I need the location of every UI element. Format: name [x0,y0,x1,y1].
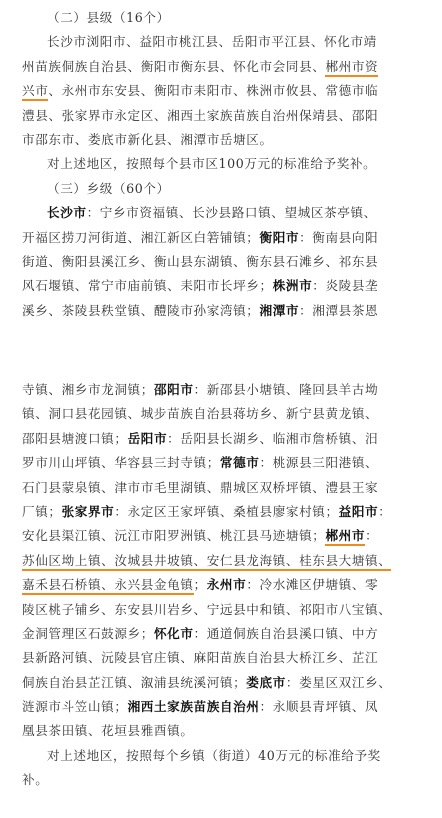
city-name: 湘西土家族苗族自治州 [127,699,260,715]
text-run: ：炎陵县垄 [312,278,379,294]
text-line [22,226,420,250]
city-name: 怀化市 [153,625,194,641]
text-line [22,378,420,402]
highlighted-text: 兴市 [22,83,48,101]
text-run: ：宁乡市资福镇、长沙县路口镇、望城区茶亭镇、 [86,205,377,221]
text-run: ：冷水滩区伊塘镇、零 [246,577,379,593]
text-run: ； [193,577,207,593]
text-line [22,671,420,695]
text-line [22,274,420,298]
text-run: ：永定区王家坪镇、桑植县廖家村镇； [114,503,339,519]
text-line: 对上述地区，按照每个乡镇（街道）40万元的标准给予奖 [47,747,381,763]
text-run: ：永顺县青坪镇、凤 [259,699,379,715]
city-name: 张家界市 [61,503,115,519]
text-run: ：湘潭县茶恩 [299,302,379,318]
text-line: 长沙市浏阳市、益阳市桃江县、岳阳市平江县、怀化市靖 [47,34,377,50]
text-run: 侗族自治县芷江镇、溆浦县统溪河镇； [22,674,247,690]
text-line: 县新路河镇、沅陵县官庄镇、麻阳苗族自治县大桥江乡、芷江 [22,650,379,666]
text-run: ：桃源县三阳港镇、 [259,455,379,471]
city-name-highlighted: 郴州市 [325,528,365,546]
text-run: 厂镇； [22,503,62,519]
city-name: 邵阳市 [153,382,194,397]
text-run: 风石堰镇、常宁市庙前镇、耒阳市长坪乡； [22,278,273,294]
text-line [22,451,420,475]
text-line: 陵区桃子铺乡、东安县川岩乡、宁远县中和镇、祁阳市八宝镇、 [22,601,392,617]
text-run: ：新邵县小塘镇、隆回县羊古坳 [193,382,379,397]
text-line [22,695,420,719]
text-line: 镇、洞口县花园镇、城步苗族自治县蒋坊乡、新宁县黄龙镇、 [22,406,379,422]
text-run: 州苗族侗族自治县、衡阳市衡东县、怀化市会同县、 [22,58,326,74]
text-run: ： [365,528,379,544]
text-line: 补。 [22,772,49,788]
text-line: 对上述地区，按照每个县市区100万元的标准给予奖补。 [47,156,377,172]
text-line [22,427,420,451]
text-run: 、永州市东安县、衡阳市耒阳市、株洲市攸县、常德市临 [48,83,379,99]
text-line: 澧县、张家界市永定区、湘西土家族苗族自治州保靖县、邵阳 [22,107,379,123]
text-run: ：通道侗族自治县溪口镇、中方 [193,625,379,641]
text-line [22,524,420,548]
text-line: 石门县蒙泉镇、津市市毛里湖镇、鼎城区双桥坪镇、澧县王家 [22,479,379,495]
text-line [22,201,420,225]
township-section-continued [22,378,420,793]
text-run: 涟源市斗笠山镇； [22,699,128,715]
text-run: 安化县渠江镇、沅江市阳罗洲镇、桃江县马迹塘镇； [22,528,326,544]
text-run: 开福区捞刀河街道、湘江新区白箬铺镇； [22,229,260,245]
city-name: 益阳市 [338,503,379,519]
city-name: 娄底市 [246,674,286,690]
text-line [22,79,420,103]
text-run: 寺镇、湘乡市龙洞镇； [22,382,154,397]
highlighted-text: 苏仙区坳上镇、汝城县井坡镇、安仁县龙海镇、桂东县大塘镇、 [22,553,391,571]
highlighted-text: 郴州市资 [325,59,378,77]
text-line: 街道、衡阳县溪江乡、衡山县东湖镇、衡东县石滩乡、祁东县 [22,253,379,269]
city-name: 永州市 [206,577,247,593]
text-line: 市邵东市、娄底市新化县、湘潭市岳塘区。 [22,131,273,147]
text-run: ：岳阳县长湖乡、临湘市詹桥镇、汨 [167,430,379,446]
city-name: 长沙市 [47,205,87,221]
city-name: 湘潭市 [259,302,300,318]
city-name: 株洲市 [272,278,313,294]
section-heading: （三）乡级（60个） [47,180,170,196]
city-name: 衡阳市 [259,229,300,245]
text-line [22,622,420,646]
county-section [22,6,420,323]
text-line [22,299,420,323]
section-heading: （二）县级（16个） [47,10,170,25]
text-run: ： [378,503,392,519]
text-run: 罗市川山坪镇、华容县三封寺镇； [22,455,220,471]
text-line: 凰县茶田镇、花垣县雅酉镇。 [22,723,194,739]
text-line [22,55,420,79]
text-run: ：娄星区双江乡、 [285,674,392,690]
text-line [22,500,420,524]
city-name: 常德市 [219,455,260,471]
text-line [22,549,420,573]
text-run: ：衡南县向阳 [299,229,379,245]
text-run: 金洞管理区石鼓源乡； [22,625,154,641]
text-run: 邵阳县塘渡口镇； [22,430,128,446]
city-name: 岳阳市 [127,430,168,446]
text-line [22,573,420,597]
highlighted-text: 嘉禾县石桥镇、永兴县金龟镇 [22,577,194,595]
text-run: 溪乡、茶陵县秩堂镇、醴陵市孙家湾镇； [22,302,260,318]
